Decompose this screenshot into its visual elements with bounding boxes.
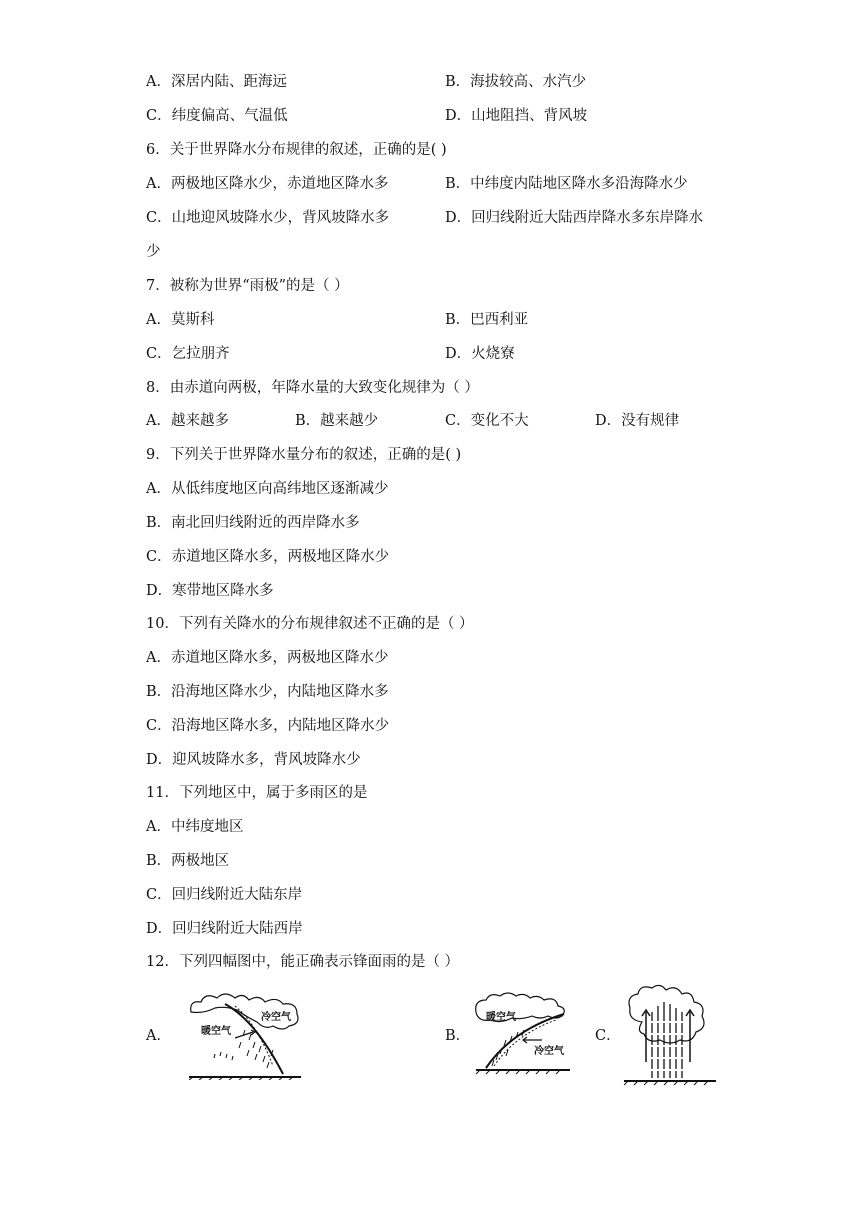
q7-option-a: A．莫斯科 xyxy=(146,312,215,328)
q12-option-c-label: C． xyxy=(595,1028,621,1044)
q10-option-a: A．赤道地区降水多，两极地区降水少 xyxy=(146,650,389,666)
q5-option-b: B．海拔较高、水汽少 xyxy=(445,74,587,90)
q7-option-d: D．火烧寮 xyxy=(445,346,515,362)
q9-option-a: A．从低纬度地区向高纬地区逐渐减少 xyxy=(146,481,389,497)
q8-option-b: B．越来越少 xyxy=(295,413,379,429)
q12-figure-c xyxy=(620,982,720,1086)
q12-option-b-label: B． xyxy=(445,1028,471,1044)
q9-option-c: C．赤道地区降水多，两极地区降水少 xyxy=(146,549,390,565)
q12-fig-a-cold-label: 冷空气 xyxy=(261,1012,291,1023)
q10-stem: 10．下列有关降水的分布规律叙述不正确的是（ ） xyxy=(146,616,474,632)
q11-stem: 11．下列地区中，属于多雨区的是 xyxy=(146,785,368,801)
q12-option-a-label: A． xyxy=(146,1028,171,1044)
q7-stem: 7．被称为世界“雨极”的是（ ） xyxy=(146,278,349,294)
q11-option-d: D．回归线附近大陆西岸 xyxy=(146,921,303,937)
q5-option-a: A．深居内陆、距海远 xyxy=(146,74,287,90)
q6-stem: 6．关于世界降水分布规律的叙述，正确的是( ) xyxy=(146,142,447,158)
q11-option-b: B．两极地区 xyxy=(146,853,230,869)
q12-figure-b xyxy=(472,990,572,1075)
q12-stem: 12．下列四幅图中，能正确表示锋面雨的是（ ） xyxy=(146,954,460,970)
q12-fig-b-cold-label: 冷空气 xyxy=(534,1046,564,1057)
q11-option-c: C．回归线附近大陆东岸 xyxy=(146,887,303,903)
q5-option-d: D．山地阻挡、背风坡 xyxy=(445,108,588,124)
q9-option-b: B．南北回归线附近的西岸降水多 xyxy=(146,515,360,531)
q6-option-d-wrap: 少 xyxy=(146,244,161,260)
q12-figure-a xyxy=(185,990,305,1080)
q10-option-c: C．沿海地区降水多，内陆地区降水少 xyxy=(146,718,390,734)
q5-option-c: C．纬度偏高、气温低 xyxy=(146,108,288,124)
q7-option-c: C．乞拉朋齐 xyxy=(146,346,230,362)
q8-option-a: A．越来越多 xyxy=(146,413,229,429)
q7-option-b: B．巴西利亚 xyxy=(445,312,529,328)
q8-stem: 8．由赤道向两极，年降水量的大致变化规律为（ ） xyxy=(146,380,479,396)
q10-option-d: D．迎风坡降水多，背风坡降水少 xyxy=(146,752,361,768)
q10-option-b: B．沿海地区降水少，内陆地区降水多 xyxy=(146,684,389,700)
q9-stem: 9．下列关于世界降水量分布的叙述，正确的是( ) xyxy=(146,447,462,463)
q8-option-d: D．没有规律 xyxy=(595,413,680,429)
q12-fig-b-warm-label: 暖空气 xyxy=(486,1012,516,1023)
q6-option-b: B．中纬度内陆地区降水多沿海降水少 xyxy=(445,176,688,192)
q12-fig-a-warm-label: 暖空气 xyxy=(201,1026,231,1037)
q8-option-c: C．变化不大 xyxy=(445,413,529,429)
q6-option-a: A．两极地区降水少，赤道地区降水多 xyxy=(146,176,389,192)
q11-option-a: A．中纬度地区 xyxy=(146,819,244,835)
q6-option-d: D．回归线附近大陆西岸降水多东岸降水 xyxy=(445,210,704,226)
q6-option-c: C．山地迎风坡降水少，背风坡降水多 xyxy=(146,210,390,226)
q9-option-d: D．寒带地区降水多 xyxy=(146,583,274,599)
